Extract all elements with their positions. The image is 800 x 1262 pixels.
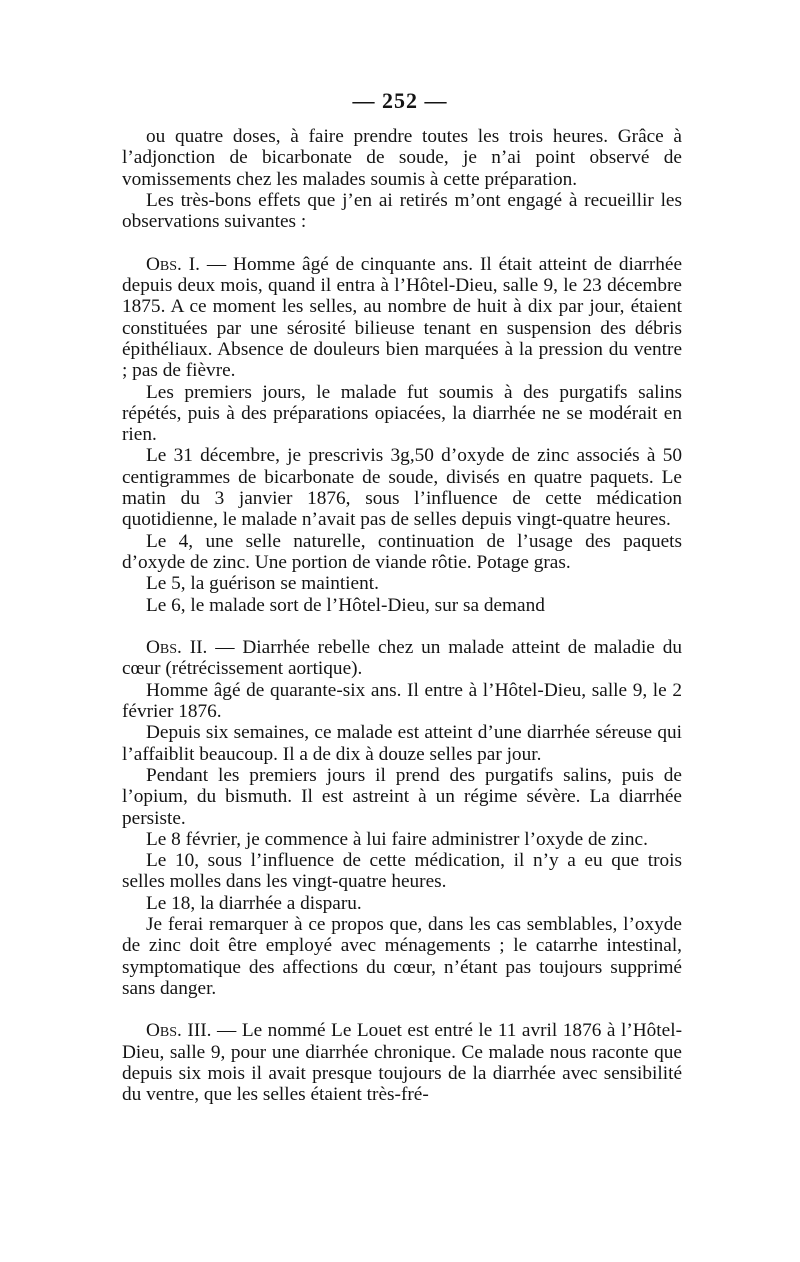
observation-heading-paragraph [122,254,682,382]
observation-1 [122,254,682,616]
observation-heading-paragraph [122,1020,682,1105]
observation-label: Obs. III. [146,1020,212,1042]
observation-heading-paragraph [122,637,682,680]
paragraph: Je ferai remarquer à ce propos que, dans les cas semblables, l’oxyde de zinc doit être employé avec ménagements ; le catarrhe intestinal, symptomatique des affections du cœur, n’étant pas toujours supprimé sans danger. [122,913,682,999]
page-number: — 252 — [352,88,448,113]
paragraph: Le 6, le malade sort de l’Hôtel-Dieu, sur sa demand [146,594,545,616]
paragraph: Les premiers jours, le malade fut soumis à des purgatifs salins répétés, puis à des préparations opiacées, la diarrhée ne se modérait en rien. [122,381,682,446]
paragraph: — Homme âgé de cinquante ans. Il était atteint de diarrhée depuis deux mois, quand il entra à l’Hôtel-Dieu, salle 9, le 23 décembre 1875. A ce moment les selles, au nombre de huit à dix par jour, étaient constituées par une sérosité bilieuse tenant en suspension des débris épithéliaux. Absence de douleurs bien marquées à la pression du ventre ; pas de fièvre. [122,253,683,382]
page-body [122,126,682,1106]
observation-3 [122,1020,682,1105]
paragraph: — Le nommé Le Louet est entré le 11 avril 1876 à l’Hôtel-Dieu, salle 9, pour une diarrhée chronique. Ce malade nous raconte que depuis six mois il avait presque toujours de la diarrhée avec sensibilité du ventre, que les selles étaient très-fré- [122,1020,682,1106]
observation-label: Obs. II. [146,637,208,659]
paragraph: Homme âgé de quarante-six ans. Il entre à l’Hôtel-Dieu, salle 9, le 2 février 1876. [122,679,682,723]
paragraph: Le 18, la diarrhée a disparu. [146,892,362,914]
paragraph: ou quatre doses, à faire prendre toutes les trois heures. Grâce à l’adjonction de bicarbonate de soude, je n’ai point observé de vomissements chez les malades soumis à cette préparation. [122,126,682,190]
observation-2 [122,637,682,999]
paragraph: Les très-bons effets que j’en ai retirés m’ont engagé à recueillir les observations suivantes : [122,189,682,233]
observation-label: Obs. I. [146,253,200,275]
paragraph: Le 8 février, je commence à lui faire administrer l’oxyde de zinc. [146,828,648,850]
paragraph: Le 31 décembre, je prescrivis 3g,50 d’oxyde de zinc associés à 50 centigrammes de bicarbonate de soude, divisés en quatre paquets. Le matin du 3 janvier 1876, sous l’influence de cette médication quotidienne, le malade n’avait pas de selles depuis vingt-quatre heures. [122,445,682,531]
paragraph: Pendant les premiers jours il prend des purgatifs salins, puis de l’opium, du bismuth. Il est astreint à un régime sévère. La diarrhée persiste. [122,764,682,829]
paragraph: — Diarrhée rebelle chez un malade atteint de maladie du cœur (rétrécissement aortique). [122,637,682,680]
paragraph: Depuis six semaines, ce malade est atteint d’une diarrhée séreuse qui l’affaiblit beaucoup. Il a de dix à douze selles par jour. [122,722,682,765]
paragraph: Le 10, sous l’influence de cette médication, il n’y a eu que trois selles molles dans les vingt-quatre heures. [122,850,682,893]
paragraph: Le 4, une selle naturelle, continuation de l’usage des paquets d’oxyde de zinc. Une portion de viande rôtie. Potage gras. [122,530,682,573]
paragraph: Le 5, la guérison se maintient. [146,573,379,595]
